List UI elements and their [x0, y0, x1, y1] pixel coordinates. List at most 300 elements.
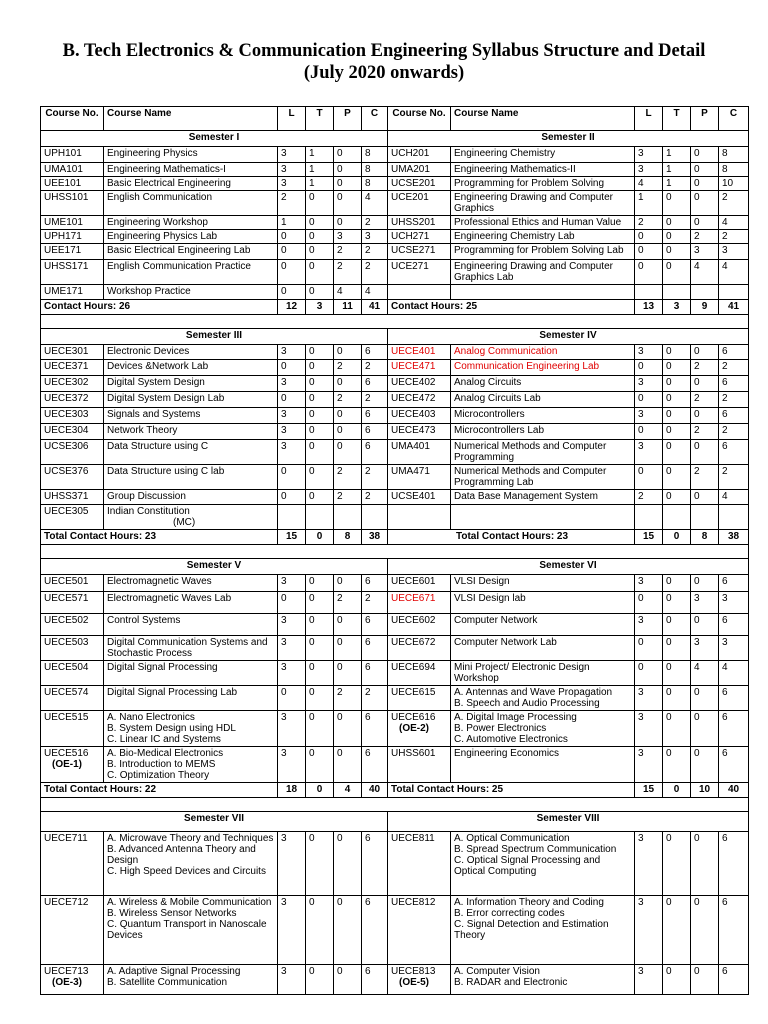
course-code: UECE672 [388, 636, 451, 661]
practical-hours: 2 [691, 360, 719, 376]
course-row [41, 360, 749, 376]
lecture-hours: 0 [635, 592, 663, 614]
spacer-cell [41, 545, 749, 559]
credits: 6 [719, 376, 749, 392]
credits: 2 [719, 191, 749, 216]
course-name: English Communication [104, 191, 278, 216]
practical-hours: 0 [334, 376, 362, 392]
credits: 6 [362, 896, 388, 965]
credits [719, 285, 749, 300]
header-p: P [691, 107, 719, 131]
tutorial-hours: 1 [663, 147, 691, 163]
title-line-2: (July 2020 onwards) [303, 63, 465, 83]
course-name: Analog Circuits [451, 376, 635, 392]
lecture-hours [635, 285, 663, 300]
practical-hours: 0 [691, 686, 719, 711]
practical-hours: 0 [334, 636, 362, 661]
tutorial-hours: 0 [663, 392, 691, 408]
practical-hours: 0 [691, 896, 719, 965]
credits: 8 [719, 147, 749, 163]
header-t: T [306, 107, 334, 131]
practical-hours: 0 [691, 490, 719, 505]
total-p: 8 [334, 530, 362, 545]
course-row [41, 575, 749, 592]
course-name [451, 505, 635, 530]
spacer-row [41, 315, 749, 329]
practical-hours: 0 [334, 747, 362, 783]
course-code [388, 505, 451, 530]
spacer-cell [41, 315, 749, 329]
total-p: 11 [334, 300, 362, 315]
course-row [41, 636, 749, 661]
lecture-hours: 0 [278, 230, 306, 244]
lecture-hours: 0 [278, 686, 306, 711]
course-name: Numerical Methods and Computer Programming Lab [451, 465, 635, 490]
course-name: Engineering Economics [451, 747, 635, 783]
course-code: UMA471 [388, 465, 451, 490]
course-row [41, 216, 749, 230]
course-name: A. Antennas and Wave Propagation B. Speech and Audio Processing [451, 686, 635, 711]
tutorial-hours: 0 [306, 376, 334, 392]
practical-hours: 2 [334, 392, 362, 408]
course-code: UHSS371 [41, 490, 104, 505]
course-row [41, 832, 749, 896]
credits: 4 [719, 260, 749, 285]
course-row [41, 177, 749, 191]
open-elective-tag: (OE-3) [52, 977, 82, 988]
course-row [41, 147, 749, 163]
course-row [41, 230, 749, 244]
course-code: UCSE401 [388, 490, 451, 505]
credits: 6 [719, 575, 749, 592]
tutorial-hours: 0 [306, 965, 334, 995]
course-code: UME171 [41, 285, 104, 300]
tutorial-hours: 0 [306, 575, 334, 592]
total-label: Total Contact Hours: 25 [388, 783, 635, 798]
tutorial-hours [663, 285, 691, 300]
total-label: Total Contact Hours: 22 [41, 783, 278, 798]
header-p: P [334, 107, 362, 131]
practical-hours: 2 [691, 230, 719, 244]
total-label: Contact Hours: 25 [388, 300, 635, 315]
credits: 6 [719, 345, 749, 360]
lecture-hours: 0 [635, 661, 663, 686]
total-c: 40 [719, 783, 749, 798]
tutorial-hours: 0 [306, 191, 334, 216]
course-code-main: UECE713 [44, 966, 89, 977]
credits: 2 [719, 392, 749, 408]
lecture-hours: 0 [635, 244, 663, 260]
total-t: 3 [663, 300, 691, 315]
course-code: UPH101 [41, 147, 104, 163]
credits: 2 [362, 216, 388, 230]
course-name: Digital Signal Processing Lab [104, 686, 278, 711]
course-code: UHSS171 [41, 260, 104, 285]
practical-hours: 0 [334, 191, 362, 216]
open-elective-tag: (OE-5) [399, 977, 429, 988]
practical-hours: 4 [691, 260, 719, 285]
tutorial-hours: 0 [306, 285, 334, 300]
practical-hours: 0 [334, 440, 362, 465]
practical-hours: 3 [334, 230, 362, 244]
course-code [41, 747, 104, 783]
tutorial-hours: 0 [663, 747, 691, 783]
course-name: Engineering Workshop [104, 216, 278, 230]
lecture-hours: 0 [635, 636, 663, 661]
credits: 6 [719, 440, 749, 465]
tutorial-hours: 0 [663, 661, 691, 686]
credits: 6 [362, 376, 388, 392]
tutorial-hours: 0 [663, 345, 691, 360]
lecture-hours: 3 [635, 965, 663, 995]
total-p: 8 [691, 530, 719, 545]
course-row [41, 505, 749, 530]
course-name: Digital Communication Systems and Stochastic Process [104, 636, 278, 661]
total-row [41, 783, 749, 798]
spacer-row [41, 545, 749, 559]
lecture-hours: 3 [635, 345, 663, 360]
course-name: VLSI Design lab [451, 592, 635, 614]
practical-hours: 2 [334, 244, 362, 260]
course-code: UECE602 [388, 614, 451, 636]
course-code: UECE502 [41, 614, 104, 636]
tutorial-hours: 0 [306, 424, 334, 440]
tutorial-hours: 0 [663, 592, 691, 614]
lecture-hours: 3 [278, 832, 306, 896]
credits: 6 [362, 711, 388, 747]
course-name: Data Base Management System [451, 490, 635, 505]
course-code: UCSE201 [388, 177, 451, 191]
total-label: Contact Hours: 26 [41, 300, 278, 315]
lecture-hours: 3 [278, 575, 306, 592]
header-t: T [663, 107, 691, 131]
lecture-hours: 3 [635, 575, 663, 592]
lecture-hours: 3 [278, 163, 306, 177]
lecture-hours: 3 [635, 147, 663, 163]
course-code: UCSE376 [41, 465, 104, 490]
credits: 8 [362, 177, 388, 191]
lecture-hours: 4 [635, 177, 663, 191]
total-row [41, 300, 749, 315]
course-name: Engineering Mathematics-I [104, 163, 278, 177]
course-row [41, 345, 749, 360]
lecture-hours: 0 [635, 360, 663, 376]
tutorial-hours: 0 [663, 575, 691, 592]
practical-hours: 0 [334, 832, 362, 896]
header-row [41, 107, 749, 131]
practical-hours: 3 [691, 636, 719, 661]
course-name: Devices &Network Lab [104, 360, 278, 376]
practical-hours: 2 [334, 465, 362, 490]
credits: 6 [362, 832, 388, 896]
lecture-hours: 0 [635, 230, 663, 244]
practical-hours: 2 [334, 490, 362, 505]
header-course-name: Course Name [104, 107, 278, 131]
course-name: A. Adaptive Signal Processing B. Satellite Communication [104, 965, 278, 995]
course-code: UECE402 [388, 376, 451, 392]
tutorial-hours: 0 [306, 260, 334, 285]
tutorial-hours: 0 [306, 747, 334, 783]
semester-title-row [41, 559, 749, 575]
semester-title: Semester VIII [388, 812, 749, 832]
course-name: Microcontrollers Lab [451, 424, 635, 440]
lecture-hours: 3 [278, 896, 306, 965]
total-c: 38 [719, 530, 749, 545]
practical-hours: 0 [334, 345, 362, 360]
total-c: 40 [362, 783, 388, 798]
semester-title: Semester IV [388, 329, 749, 345]
credits: 6 [719, 408, 749, 424]
lecture-hours: 0 [278, 592, 306, 614]
credits: 2 [362, 686, 388, 711]
tutorial-hours: 0 [306, 465, 334, 490]
course-name-main: Indian Constitution [107, 506, 190, 517]
practical-hours [334, 505, 362, 530]
course-row [41, 614, 749, 636]
lecture-hours: 3 [278, 177, 306, 191]
lecture-hours: 3 [278, 711, 306, 747]
lecture-hours: 0 [278, 285, 306, 300]
practical-hours: 0 [334, 147, 362, 163]
tutorial-hours: 0 [663, 216, 691, 230]
lecture-hours [278, 505, 306, 530]
course-row [41, 408, 749, 424]
course-name: A. Computer Vision B. RADAR and Electronic [451, 965, 635, 995]
total-c: 41 [362, 300, 388, 315]
open-elective-tag: (OE-2) [399, 723, 429, 734]
practical-hours: 0 [691, 163, 719, 177]
course-code-main: UECE616 [391, 712, 436, 723]
credits: 6 [362, 661, 388, 686]
lecture-hours: 2 [635, 216, 663, 230]
course-code: UECE694 [388, 661, 451, 686]
semester-title-row [41, 329, 749, 345]
course-name: A. Information Theory and Coding B. Error correcting codes C. Signal Detection and Estimation Theory [451, 896, 635, 965]
lecture-hours: 3 [278, 147, 306, 163]
course-name: Professional Ethics and Human Value [451, 216, 635, 230]
practical-hours: 0 [691, 614, 719, 636]
header-c: C [362, 107, 388, 131]
course-name: A. Optical Communication B. Spread Spectrum Communication C. Optical Signal Processing and Optical Computing [451, 832, 635, 896]
course-row [41, 747, 749, 783]
course-code-main: UECE813 [391, 966, 436, 977]
tutorial-hours [663, 505, 691, 530]
header-l: L [278, 107, 306, 131]
tutorial-hours: 0 [663, 965, 691, 995]
course-name: Digital Signal Processing [104, 661, 278, 686]
course-row [41, 490, 749, 505]
course-code: UECE574 [41, 686, 104, 711]
open-elective-tag: (OE-1) [52, 759, 82, 770]
course-code: UECE301 [41, 345, 104, 360]
tutorial-hours: 1 [306, 177, 334, 191]
lecture-hours: 3 [635, 163, 663, 177]
course-name: Computer Network [451, 614, 635, 636]
course-name: Engineering Physics [104, 147, 278, 163]
total-p: 4 [334, 783, 362, 798]
course-name: Engineering Mathematics-II [451, 163, 635, 177]
course-name: Analog Communication [451, 345, 635, 360]
lecture-hours: 3 [635, 686, 663, 711]
course-name: Engineering Drawing and Computer Graphics [451, 191, 635, 216]
tutorial-hours: 0 [663, 711, 691, 747]
credits: 6 [362, 965, 388, 995]
course-name: Mini Project/ Electronic Design Workshop [451, 661, 635, 686]
tutorial-hours [306, 505, 334, 530]
course-code: UECE571 [41, 592, 104, 614]
course-row [41, 896, 749, 965]
practical-hours: 0 [691, 216, 719, 230]
lecture-hours: 0 [278, 465, 306, 490]
practical-hours: 3 [691, 244, 719, 260]
practical-hours: 2 [691, 465, 719, 490]
course-name [451, 285, 635, 300]
course-name: VLSI Design [451, 575, 635, 592]
course-name: Basic Electrical Engineering [104, 177, 278, 191]
course-row [41, 285, 749, 300]
tutorial-hours: 0 [663, 686, 691, 711]
header-course-name: Course Name [451, 107, 635, 131]
course-code [388, 711, 451, 747]
course-code: UECE503 [41, 636, 104, 661]
credits: 6 [362, 345, 388, 360]
tutorial-hours: 0 [663, 260, 691, 285]
course-name: Programming for Problem Solving [451, 177, 635, 191]
credits: 2 [362, 465, 388, 490]
lecture-hours: 0 [278, 392, 306, 408]
title-line-1: B. Tech Electronics & Communication Engineering Syllabus Structure and Detail [62, 41, 706, 61]
credits: 3 [719, 592, 749, 614]
tutorial-hours: 0 [306, 440, 334, 465]
course-row [41, 465, 749, 490]
total-l: 15 [635, 530, 663, 545]
lecture-hours: 3 [278, 376, 306, 392]
course-code [388, 965, 451, 995]
course-name [104, 505, 278, 530]
course-name: Control Systems [104, 614, 278, 636]
lecture-hours: 3 [635, 614, 663, 636]
course-code: UECE712 [41, 896, 104, 965]
lecture-hours: 3 [635, 832, 663, 896]
tutorial-hours: 0 [306, 661, 334, 686]
semester-title-row [41, 812, 749, 832]
tutorial-hours: 1 [306, 147, 334, 163]
credits: 2 [362, 592, 388, 614]
course-row [41, 376, 749, 392]
practical-hours: 0 [691, 345, 719, 360]
lecture-hours: 0 [278, 244, 306, 260]
practical-hours: 0 [691, 711, 719, 747]
course-row [41, 424, 749, 440]
practical-hours: 2 [334, 686, 362, 711]
course-code: UMA101 [41, 163, 104, 177]
practical-hours: 0 [691, 575, 719, 592]
tutorial-hours: 0 [663, 424, 691, 440]
credits: 2 [719, 465, 749, 490]
course-code: UHSS201 [388, 216, 451, 230]
course-name: A. Wireless & Mobile Communication B. Wireless Sensor Networks C. Quantum Transport in Nanoscale Devices [104, 896, 278, 965]
credits: 6 [362, 747, 388, 783]
course-row [41, 163, 749, 177]
tutorial-hours: 0 [663, 376, 691, 392]
course-code: UMA401 [388, 440, 451, 465]
course-code: UECE471 [388, 360, 451, 376]
tutorial-hours: 0 [663, 832, 691, 896]
credits: 6 [362, 575, 388, 592]
semester-title: Semester VI [388, 559, 749, 575]
course-code: UCSE306 [41, 440, 104, 465]
total-row [41, 530, 749, 545]
course-name: Data Structure using C [104, 440, 278, 465]
course-code: UECE615 [388, 686, 451, 711]
tutorial-hours: 0 [663, 896, 691, 965]
tutorial-hours: 0 [306, 832, 334, 896]
lecture-hours: 1 [635, 191, 663, 216]
credits: 2 [362, 260, 388, 285]
credits: 6 [719, 896, 749, 965]
credits: 2 [362, 244, 388, 260]
credits: 4 [362, 285, 388, 300]
lecture-hours: 3 [278, 747, 306, 783]
course-name: A. Nano Electronics B. System Design using HDL C. Linear IC and Systems [104, 711, 278, 747]
syllabus-table [40, 106, 749, 995]
semester-title: Semester I [41, 131, 388, 147]
course-name: Electromagnetic Waves [104, 575, 278, 592]
lecture-hours [635, 505, 663, 530]
course-row [41, 686, 749, 711]
course-row [41, 260, 749, 285]
lecture-hours: 2 [278, 191, 306, 216]
credits: 3 [362, 230, 388, 244]
tutorial-hours: 0 [306, 636, 334, 661]
total-l: 15 [278, 530, 306, 545]
lecture-hours: 3 [278, 661, 306, 686]
tutorial-hours: 0 [663, 465, 691, 490]
practical-hours: 0 [691, 191, 719, 216]
credits: 6 [719, 832, 749, 896]
credits: 2 [362, 490, 388, 505]
course-name: A. Microwave Theory and Techniques B. Advanced Antenna Theory and Design C. High Speed Devices and Circuits [104, 832, 278, 896]
lecture-hours: 0 [635, 392, 663, 408]
course-name: Electronic Devices [104, 345, 278, 360]
course-code: UECE812 [388, 896, 451, 965]
credits: 6 [719, 965, 749, 995]
credits: 6 [362, 424, 388, 440]
practical-hours: 0 [334, 614, 362, 636]
practical-hours: 2 [334, 260, 362, 285]
practical-hours: 0 [334, 177, 362, 191]
total-l: 15 [635, 783, 663, 798]
course-code: UECE472 [388, 392, 451, 408]
semester-title: Semester V [41, 559, 388, 575]
lecture-hours: 0 [278, 360, 306, 376]
credits: 10 [719, 177, 749, 191]
course-code: UHSS101 [41, 191, 104, 216]
course-code: UEE101 [41, 177, 104, 191]
total-t: 3 [306, 300, 334, 315]
course-code: UCE271 [388, 260, 451, 285]
tutorial-hours: 0 [306, 686, 334, 711]
tutorial-hours: 0 [663, 408, 691, 424]
course-code: UECE473 [388, 424, 451, 440]
practical-hours: 4 [691, 661, 719, 686]
practical-hours: 2 [691, 392, 719, 408]
course-code: UECE371 [41, 360, 104, 376]
course-code [41, 965, 104, 995]
credits: 2 [719, 230, 749, 244]
lecture-hours: 3 [635, 376, 663, 392]
credits: 8 [719, 163, 749, 177]
